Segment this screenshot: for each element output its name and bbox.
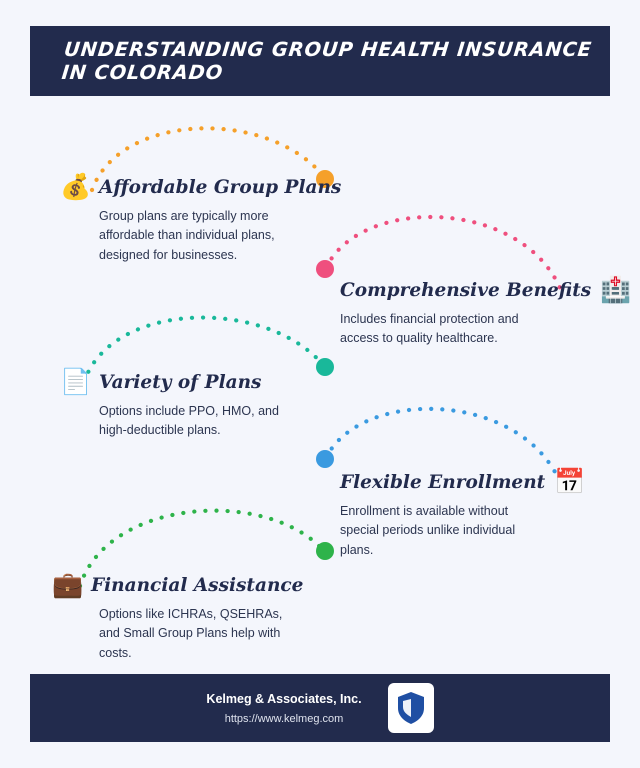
item-body: Group plans are typically more affordable than individual plans, designed for businesses. bbox=[99, 209, 275, 262]
logo-badge bbox=[388, 683, 434, 733]
node-dot-comprehensive-benefits bbox=[316, 260, 334, 278]
footer-text-block bbox=[206, 692, 361, 725]
item-body: Includes financial protection and access to quality healthcare. bbox=[340, 312, 519, 346]
item-header bbox=[340, 276, 632, 304]
page-title: UNDERSTANDING GROUP HEALTH INSURANCE IN COLORADO bbox=[60, 38, 594, 84]
item-variety-of-plans bbox=[60, 370, 310, 441]
item-title: Flexible Enrollment bbox=[340, 472, 546, 493]
item-title: Financial Assistance bbox=[91, 575, 304, 596]
page-icon: 📄 bbox=[60, 368, 92, 396]
item-comprehensive-benefits bbox=[340, 276, 632, 349]
node-dot-variety-of-plans bbox=[316, 358, 334, 376]
item-title: Affordable Group Plans bbox=[99, 177, 342, 198]
hospital-icon: 🏥 bbox=[600, 276, 632, 304]
shield-icon bbox=[396, 691, 426, 725]
briefcase-icon: 💼 bbox=[52, 571, 84, 599]
item-affordable-group-plans bbox=[60, 173, 342, 265]
item-header bbox=[60, 173, 342, 201]
item-header bbox=[52, 573, 307, 598]
calendar-icon: 📅 bbox=[554, 468, 586, 496]
money-bag-icon: 💰 bbox=[60, 173, 92, 201]
node-dot-flexible-enrollment bbox=[316, 450, 334, 468]
item-header bbox=[340, 470, 592, 495]
item-financial-assistance bbox=[52, 573, 307, 663]
item-body: Options like ICHRAs, QSEHRAs, and Small Group Plans help with costs. bbox=[99, 607, 283, 660]
item-header bbox=[60, 370, 310, 395]
item-body: Options include PPO, HMO, and high-deductible plans. bbox=[99, 404, 279, 438]
item-body: Enrollment is available without special periods unlike individual plans. bbox=[340, 504, 516, 557]
company-url[interactable]: https://www.kelmeg.com bbox=[224, 712, 344, 725]
footer-banner bbox=[30, 674, 610, 742]
item-title: Comprehensive Benefits bbox=[340, 280, 592, 301]
node-dot-financial-assistance bbox=[316, 542, 334, 560]
item-title: Variety of Plans bbox=[99, 372, 262, 393]
item-flexible-enrollment bbox=[340, 470, 592, 560]
company-name: Kelmeg & Associates, Inc. bbox=[206, 691, 362, 706]
